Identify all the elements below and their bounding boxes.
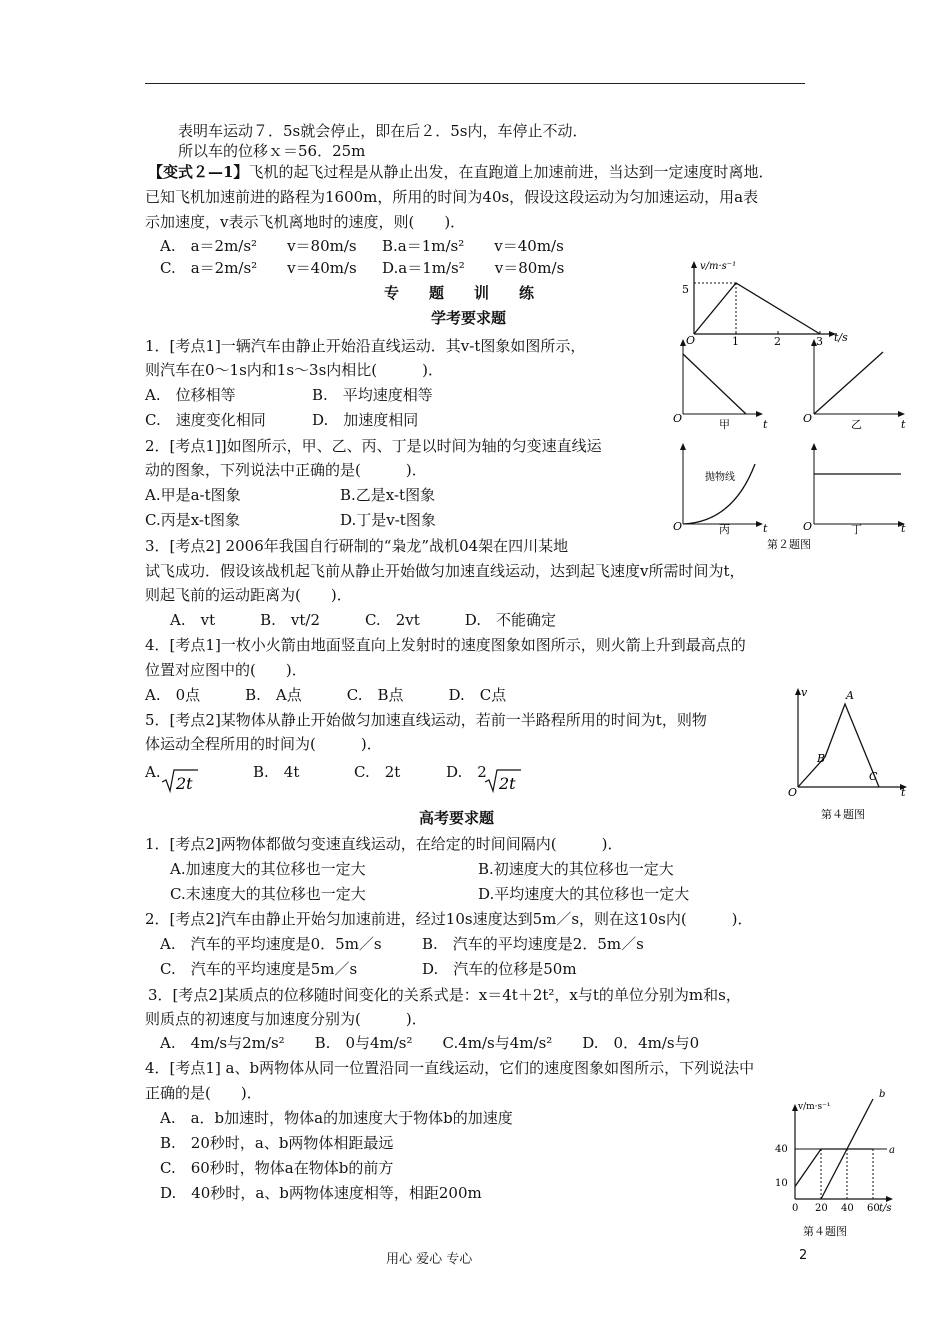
sqrt-radicand: 2t [499,774,516,793]
option: C.末速度大的其位移也一定大 [170,885,366,903]
variant-tag: 【变式２—1】 [148,163,249,181]
question-line: 则起飞前的运动距离为( )． [145,586,352,604]
sqrt-radicand: 2t [176,774,193,793]
panel-origin: O [803,412,813,425]
panel-t: t [763,418,768,431]
series-a-line [795,1149,873,1187]
subsection-title-xk: 学考要求题 [431,309,507,327]
options-row: A. vt B. vt/2 C. 2vt D. 不能确定 [170,611,557,629]
option: A.甲是a-t图象 [145,486,241,504]
question-line: 则汽车在0～1s内和1s～3s内相比( )． [145,361,443,379]
x-tick-label: 2 [774,335,781,348]
y-tick-label: 40 [775,1144,788,1155]
question-line: 位置对应图中的( )． [145,661,307,679]
series-b-label: b [879,1089,886,1100]
ab-vt-graph [773,1089,898,1247]
option: B.乙是x-t图象 [340,486,436,504]
figure-caption: 第２题图 [767,538,811,551]
option: B. 汽车的平均速度是2．5m／s [422,935,644,953]
option: B.a＝1m/s² v＝40m/s [382,237,564,255]
x-tick-label: 20 [815,1203,828,1214]
x-axis-label: t [901,786,906,799]
option: B.初速度大的其位移也一定大 [478,860,674,878]
option: A. 位移相等 [145,386,236,404]
question-line: 正确的是( )． [145,1084,262,1102]
question-line: 1．[考点1]一辆汽车由静止开始沿直线运动．其v-t图象如图所示， [145,337,586,355]
option: A. a＝2m/s² v＝80m/s [160,237,357,255]
point-b-label: B [817,752,826,765]
x-tick-label: 1 [732,335,739,348]
origin-label: O [788,786,798,799]
option: D.a＝1m/s² v＝80m/s [382,259,565,277]
variant-text: 飞机的起飞过程是从静止出发，在直跑道上加速前进，当达到一定速度时离地． [248,163,774,181]
rocket-vt-graph [783,682,913,824]
question-line: 1．[考点2]两物体都做匀变速直线运动，在给定的时间间隔内( )． [145,835,623,853]
subsection-title-gk: 高考要求题 [419,809,495,827]
header-rule [145,83,805,84]
option: B. 平均速度相等 [312,386,433,404]
option: D. 2 [446,763,487,781]
panel-yi-line [814,352,883,414]
y-tick-label: 5 [682,283,689,296]
question-line: 4．[考点1] a、b两物体从同一位置沿同一直线运动，它们的速度图象如图所示，下列说法中 [145,1059,755,1077]
figure-caption: 第４题图 [821,808,865,821]
question-line: 动的图象，下列说法中正确的是( )． [145,461,427,479]
question-line: 4．[考点1]一枚小火箭由地面竖直向上发射时的速度图象如图所示，则火箭上升到最高点的 [145,636,746,654]
x-axis-label: t/s [879,1203,892,1214]
variant-line: 已知飞机加速前进的路程为1600m，所用的时间为40s，假设这段运动为匀加速运动，用a表 [145,188,759,206]
panel-t: t [901,522,906,535]
option: A. a．b加速时，物体a的加速度大于物体b的加速度 [160,1109,513,1127]
option: A. [145,763,161,781]
option: D.平均速度大的其位移也一定大 [478,885,690,903]
question-line: 5．[考点2]某物体从静止开始做匀加速直线运动，若前一半路程所用的时间为t，则物 [145,711,707,729]
question-line: 3．[考点2]某质点的位移随时间变化的关系式是：x＝4t＋2t²，x与t的单位分别为m和s， [148,986,741,1004]
question-line: 体运动全程所用的时间为( )． [145,735,382,753]
option: C. 汽车的平均速度是5m／s [160,960,358,978]
panel-origin: O [803,520,813,533]
options-row: A. 0点 B. A点 C. B点 D. C点 [145,686,507,704]
sqrt-expression-a [160,766,200,794]
panel-origin: O [673,412,683,425]
x-tick-label: 60 [867,1203,880,1214]
origin-label: O [686,334,696,347]
point-a-label: A [846,689,854,702]
option: A.加速度大的其位移也一定大 [170,860,366,878]
x-tick-label: 40 [841,1203,854,1214]
panel-label-bing: 丙 [719,523,730,536]
option: C. 2t [354,763,401,781]
option: C. a＝2m/s² v＝40m/s [160,259,357,277]
figure-q2 [671,334,914,552]
y-axis-label: v/m·s⁻¹ [700,261,737,272]
y-axis-label: v [801,686,808,699]
panel-label-ding: 丁 [851,523,862,536]
figure-q2-panels [671,334,914,552]
text-line: 所以车的位移ｘ＝56．25m [178,142,366,160]
parabola-note: 抛物线 [705,472,735,483]
option: C.丙是x-t图象 [145,511,241,529]
panel-jia-line [683,354,746,414]
option: D.丁是v-t图象 [340,511,436,529]
option: C. 速度变化相同 [145,411,266,429]
option: B. 4t [253,763,300,781]
velocity-line [694,283,820,334]
text-line: 表明车运动７．5s就会停止，即在后２．5s内，车停止不动． [178,122,588,140]
point-c-label: C [869,770,878,783]
variant-line: 示加速度，v表示飞机离地时的速度，则( )． [145,213,466,231]
option: B. 20秒时，a、b两物体相距最远 [160,1134,394,1152]
panel-label-jia: 甲 [719,418,730,431]
series-a-label: a [889,1145,895,1156]
option: C. 60秒时，物体a在物体b的前方 [160,1159,394,1177]
question-line: 2．[考点2]汽车由静止开始匀加速前进，经过10s速度达到5m／s，则在这10s内( )． [145,910,753,928]
y-tick-label: 10 [775,1178,788,1189]
sqrt-expression-d [483,766,523,794]
panel-origin: O [673,520,683,533]
x-tick-label: 0 [792,1203,799,1214]
option: D. 汽车的位移是50m [422,960,577,978]
panel-t: t [763,522,768,535]
variant-line [148,162,773,182]
panel-t: t [901,418,906,431]
rocket-velocity-line [798,704,879,787]
section-title: 专 题 训 练 [384,284,535,302]
options-row: A. 4m/s与2m/s² B. 0与4m/s² C.4m/s与4m/s² D. 0．4m/s与0 [160,1034,700,1052]
option: D. 加速度相同 [312,411,419,429]
panel-label-yi: 乙 [851,418,862,431]
question-line: 3．[考点2] 2006年我国自行研制的“枭龙”战机04架在四川某地 [145,537,569,555]
page-number: 2 [799,1248,808,1263]
option: A. 汽车的平均速度是0．5m／s [160,935,382,953]
option: D. 40秒时，a、b两物体速度相等，相距200m [160,1184,482,1202]
question-line: 则质点的初速度与加速度分别为( )． [145,1010,427,1028]
question-line: 2．[考点1]]如图所示，甲、乙、丙、丁是以时间为轴的匀变速直线运 [145,437,602,455]
figure-caption: 第４题图 [803,1225,847,1238]
y-axis-label: v/m·s⁻¹ [798,1102,831,1112]
vt-graph-q1 [676,253,856,348]
footer-text: 用心 爱心 专心 [386,1252,473,1267]
question-line: 试飞成功．假设该战机起飞前从静止开始做匀加速直线运动，达到起飞速度v所需时间为t， [145,562,745,580]
x-axis-label: t/s [834,331,848,344]
x-tick-label: 3 [816,335,823,348]
